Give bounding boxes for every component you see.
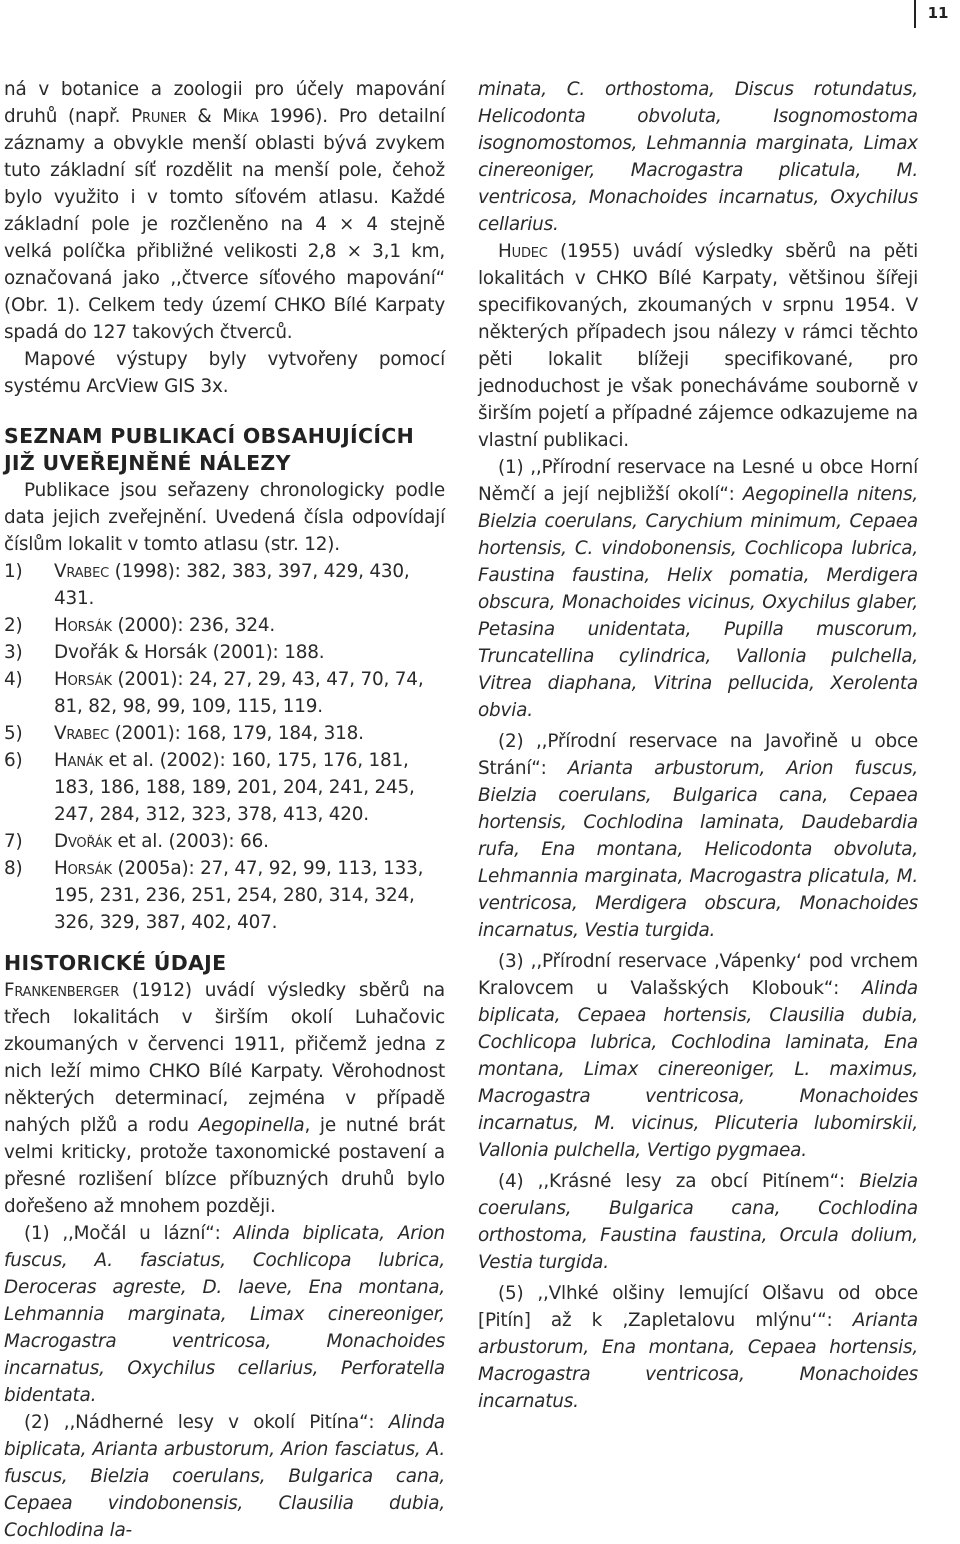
paragraph-hudec (478, 238, 918, 454)
paragraph-publications-intro: Publikace jsou seřazeny chronologicky podle data jejich zveřejnění. Uvedená čísla odpovídají číslům lokalit v tomto atlasu (str. 12). (4, 480, 445, 555)
publication-item (4, 828, 445, 855)
author-name: Vrabec (54, 561, 109, 582)
text-span: 1996). Pro detailní záznamy a obvykle menší oblasti bývá zvykem tuto základní síť rozdělit na menší pole, čehož bylo využito i v tomto síťovém atlasu. Každé základní pole je rozčleněno na 4 × 4 stejně velká políčka přibližné velikosti 2,8 × 3,1 km, označovaná jako ,,čtverce síťového mapování“ (Obr. 1). Celkem tedy území CHKO Bílé Karpaty spadá do 127 takových čtverců. (4, 106, 445, 343)
locality-label: (1) ,,Přírodní reservace na Lesné u obce Horní Němčí a její nejbližší okolí“: (478, 457, 918, 505)
author-name: Vrabec (54, 723, 109, 744)
locality-label: (3) ,,Přírodní reservace ‚Vápenky‘ pod vrchem Kralovcem u Valašských Klobouk“: (478, 951, 918, 999)
paragraph-grid-intro (4, 76, 445, 346)
publication-list (4, 558, 445, 936)
author-name: Dvořák (54, 831, 112, 852)
paragraph-map-output: Mapové výstupy byly vytvořeny pomocí systému ArcView GIS 3x. (4, 349, 445, 397)
author-name: Pruner & Míka (131, 106, 259, 127)
species-list: Aegopinella nitens, Bielzia coerulans, Carychium minimum, Cepaea hortensis, C. vindobonensis, Cochlicopa lubrica, Faustina faustina, Helix pomatia, Merdigera obscura, Monachoides vicinus, Oxychilus glaber, Petasina unidentata, Pupilla muscorum, Truncatellina cylindrica, Vallonia pulchella, Vitrea diaphana, Vitrina pellucida, Xerolenta obvia. (478, 484, 919, 721)
species-list: Bielzia coerulans, Bulgarica cana, Cochlodina orthostoma, Faustina faustina, Orcula dolium, Vestia turgida. (478, 1171, 918, 1273)
genus-name: Aegopinella (198, 1115, 305, 1136)
text-span: ná v botanice a zoologii pro účely mapování druhů (např. (4, 79, 445, 127)
publication-item (4, 747, 445, 828)
item-text: (2005a): 27, 47, 92, 99, 113, 133, 195, 231, 236, 251, 254, 280, 314, 324, 326, 329, 387, 402, 407. (54, 858, 424, 933)
item-text: Dvořák & Horsák (2001): 188. (54, 642, 325, 663)
item-number: 4) (4, 669, 23, 690)
text-span: (1912) uvádí výsledky sběrů na třech lokalitách v širším okolí Luhačovic zkoumaných v červenci 1911, přičemž jedna z nich leží mimo CHKO Bílé Karpaty. Věrohodnost některých determinací, zejména v případě nahých plžů a rodu (4, 980, 445, 1136)
section-heading-publications: SEZNAM PUBLIKACÍ OBSAHUJÍCÍCH JIŽ UVEŘEJNĚNÉ NÁLEZY (4, 424, 415, 475)
author-name: Frankenberger (4, 980, 120, 1001)
section-heading-historical: HISTORICKÉ ÚDAJE (4, 951, 227, 975)
item-text: (1998): 382, 383, 397, 429, 430, 431. (54, 561, 410, 609)
text-span: , je nutné brát velmi kriticky, protože taxonomické postavení a přesné rozlišení blízce příbuzných druhů bylo dořešeno až mnohem později. (4, 1115, 445, 1217)
author-name: Horsák (54, 858, 112, 879)
item-text: (2001): 24, 27, 29, 43, 47, 70, 74, 81, 82, 98, 99, 109, 115, 119. (54, 669, 424, 717)
locality-entry (478, 948, 918, 1164)
publication-item (4, 855, 445, 936)
item-text: et al. (2003): 66. (111, 831, 269, 852)
locality-entry (478, 454, 918, 724)
publication-item (4, 720, 445, 747)
locality-entry (4, 1409, 445, 1544)
item-number: 7) (4, 831, 23, 852)
publication-item (4, 558, 445, 612)
species-list: Arianta arbustorum, Arion fuscus, Bielzia coerulans, Bulgarica cana, Cepaea hortensis, Cochlodina laminata, Daudebardia rufa, Ena montana, Helicodonta obvoluta, Lehmannia marginata, Macrogastra plicatula, M. ventricosa, Merdigera obscura, Monachoides incarnatus, Vestia turgida. (478, 758, 919, 941)
species-list: Alinda biplicata, Cepaea hortensis, Clausilia dubia, Cochlicopa lubrica, Cochlodina laminata, Ena montana, Limax cinereoniger, L. maximus, Macrogastra ventricosa, Monachoides incarnatus, M. vicinus, Plicuteria lubomirskii, Vallonia pulchella, Vertigo pygmaea. (478, 978, 918, 1161)
locality-entry (478, 1280, 918, 1415)
item-text: (2000): 236, 324. (111, 615, 275, 636)
species-list: Alinda biplicata, Arianta arbustorum, Arion fasciatus, A. fuscus, Bielzia coerulans, Bulgarica cana, Cepaea vindobonensis, Clausilia dubia, Cochlodina la- (4, 1412, 445, 1541)
item-number: 6) (4, 750, 23, 771)
publication-item (4, 666, 445, 720)
locality-label: (1) ,,Močál u lázní“: (24, 1223, 234, 1244)
item-number: 5) (4, 723, 23, 744)
locality-entry (478, 1168, 918, 1276)
right-column (478, 76, 918, 1415)
species-list: Arianta arbustorum, Ena montana, Cepaea hortensis, Macrogastra ventricosa, Monachoides incarnatus. (478, 1310, 918, 1412)
page-number: 11 (914, 0, 960, 28)
locality-entry (478, 728, 918, 944)
locality-label: (2) ,,Nádherné lesy v okolí Pitína“: (24, 1412, 389, 1433)
text-span: (1955) uvádí výsledky sběrů na pěti lokalitách v CHKO Bílé Karpaty, většinou šířeji specifikovaných, zkoumaných v srpnu 1954. V některých případech jsou nálezy v rámci těchto pěti lokalit blížeji specifikované, pro jednoduchost je však ponecháváme souborně v širším pojetí a případné zájemce odkazujeme na vlastní publikaci. (478, 241, 918, 451)
author-name: Hanák (54, 750, 103, 771)
item-number: 8) (4, 858, 23, 879)
species-list-continued: minata, C. orthostoma, Discus rotundatus, Helicodonta obvoluta, Isognomostoma isognomostomos, Lehmannia marginata, Limax cinereoniger, Macrogastra plicatula, M. ventricosa, Monachoides incarnatus, Oxychilus cellarius. (478, 79, 918, 235)
author-name: Horsák (54, 615, 112, 636)
item-text: (2001): 168, 179, 184, 318. (109, 723, 364, 744)
item-number: 1) (4, 561, 23, 582)
publication-item (4, 639, 445, 666)
author-name: Horsák (54, 669, 112, 690)
locality-label: (5) ,,Vlhké olšiny lemující Olšavu od obce [Pitín] až k ‚Zapletalovu mlýnu‘“: (478, 1283, 918, 1331)
publication-item (4, 612, 445, 639)
locality-entry (4, 1220, 445, 1409)
species-list: Alinda biplicata, Arion fuscus, A. fasciatus, Cochlicopa lubrica, Deroceras agreste, D. laeve, Ena montana, Lehmannia marginata, Limax cinereoniger, Macrogastra ventricosa, Monachoides incarnatus, Oxychilus cellarius, Perforatella bidentata. (4, 1223, 445, 1406)
item-text: et al. (2002): 160, 175, 176, 181, 183, 186, 188, 189, 201, 204, 241, 245, 247, 284, 312, 323, 378, 413, 420. (54, 750, 415, 825)
left-column (4, 76, 445, 1544)
item-number: 2) (4, 615, 23, 636)
locality-label: (4) ,,Krásné lesy za obcí Pitínem“: (498, 1171, 860, 1192)
item-number: 3) (4, 642, 23, 663)
paragraph-frankenberger (4, 977, 445, 1220)
locality-label: (2) ,,Přírodní reservace na Javořině u obce Strání“: (478, 731, 918, 779)
author-name: Hudec (498, 241, 548, 262)
